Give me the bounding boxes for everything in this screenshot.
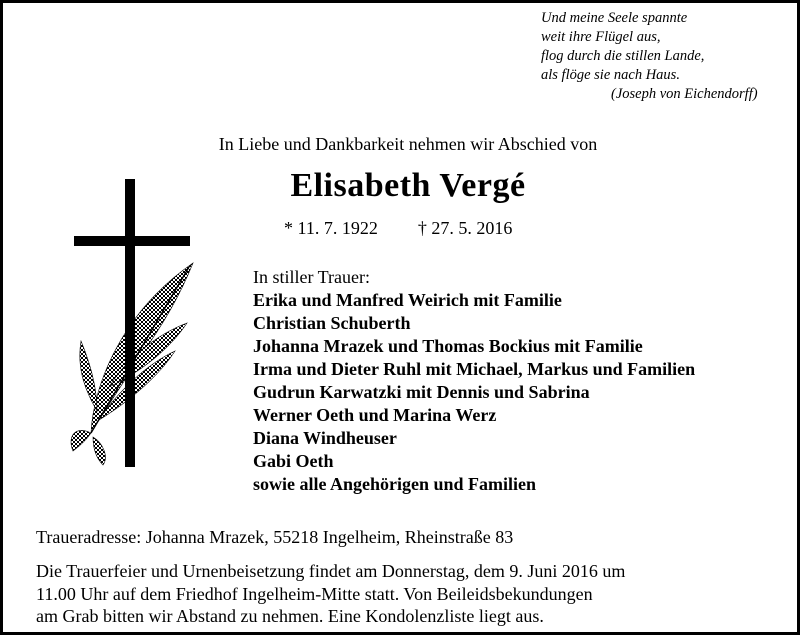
cross-vertical-bar <box>125 179 135 467</box>
intro-text: In Liebe und Dankbarkeit nehmen wir Abschied von <box>218 134 598 154</box>
mourner-entry: Werner Oeth und Marina Werz <box>253 405 497 425</box>
cross-horizontal-bar <box>74 236 190 246</box>
deceased-name: Elisabeth Vergé <box>290 167 526 204</box>
ceremony-line: am Grab bitten wir Abstand zu nehmen. Eine Kondolenzliste liegt aus. <box>36 606 544 626</box>
ceremony-details <box>36 560 756 628</box>
mourner-entry: Irma und Dieter Ruhl mit Michael, Markus und Familien <box>253 359 696 379</box>
mourner-entry: Erika und Manfred Weirich mit Familie <box>253 290 562 310</box>
mourner-entry: Gudrun Karwatzki mit Dennis und Sabrina <box>253 382 590 402</box>
cross-and-palm-icon <box>63 175 213 475</box>
mourner-entry: Christian Schuberth <box>253 313 411 333</box>
mourner-entry: Diana Windheuser <box>253 428 397 448</box>
death-date: † 27. 5. 2016 <box>417 218 513 238</box>
mourners-heading: In stiller Trauer: <box>253 267 370 287</box>
life-dates <box>284 218 512 239</box>
ceremony-line: Die Trauerfeier und Urnenbeisetzung findet am Donnerstag, dem 9. Juni 2016 um <box>36 561 626 581</box>
mourners-list <box>253 266 695 496</box>
ceremony-line: 11.00 Uhr auf dem Friedhof Ingelheim-Mitte statt. Von Beileidsbekundungen <box>36 583 593 604</box>
poem-line: Und meine Seele spannte <box>541 10 688 26</box>
birth-date: * 11. 7. 1922 <box>284 218 378 238</box>
poem <box>541 9 758 104</box>
mourning-address: Traueradresse: Johanna Mrazek, 55218 Ingelheim, Rheinstraße 83 <box>36 527 514 547</box>
poem-author: (Joseph von Eichendorff) <box>611 86 758 102</box>
mourner-entry: Johanna Mrazek und Thomas Bockius mit Familie <box>253 336 643 356</box>
mourner-entry: sowie alle Angehörigen und Familien <box>253 474 537 494</box>
mourner-entry: Gabi Oeth <box>253 451 334 471</box>
poem-line: flog durch die stillen Lande, <box>541 48 705 64</box>
poem-line: weit ihre Flügel aus, <box>541 29 661 45</box>
poem-line: als flöge sie nach Haus. <box>541 67 680 83</box>
